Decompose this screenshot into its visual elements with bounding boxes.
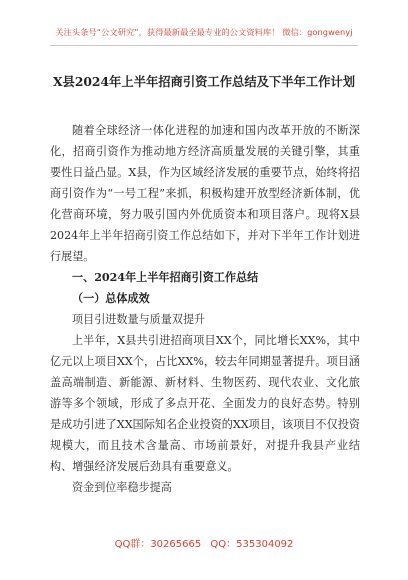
document-title: X县2024年上半年招商引资工作总结及下半年工作计划 [52, 74, 355, 89]
intro-paragraph: 随着全球经济一体化进程的加速和国内改革开放的不断深化，招商引资作为推动地方经济高质量发展的关键引擎，其重要性日益凸显。X县，作为区域经济发展的重要节点，始终将招商引资作为“一号工程”来抓，积极构建开放型经济新体制，优化营商环境，努力吸引国内外优质资本和项目落户。现将X县2024年上半年招商引资工作总结如下，并对下半年工作计划进行展望。 [50, 124, 360, 263]
section-heading: 一、2024年上半年招商引资工作总结 [72, 271, 259, 284]
header-notice: 关注头条号“公文研究”，获得最新最全最专业的公文资料库！ 微信：gongwenyj [55, 27, 353, 37]
document-body [50, 120, 360, 498]
item-paragraph: 上半年，X县共引进招商项目XX个，同比增长XX%，其中亿元以上项目XX个，占比XX%，较去年同期显著提升。项目涵盖高端制造、新能源、新材料、生物医药、现代农业、文化旅游等多个领域，形成了多点开花、全面发力的良好态势。特别是成功引进了XX国际知名企业投资的XX项目，该项目不仅投资规模大，而且技术含量高、市场前景好，对提升我县产业结构、增强经济发展后劲具有重要意义。 [50, 334, 360, 473]
item-title: 项目引进数量与质量双提升 [72, 313, 206, 326]
subsection-heading: （一）总体成效 [72, 292, 150, 305]
item-title: 资金到位率稳步提高 [72, 481, 172, 494]
header-divider [50, 45, 358, 46]
footer-contact: QQ群：30265665 QQ：535304092 [114, 539, 294, 550]
